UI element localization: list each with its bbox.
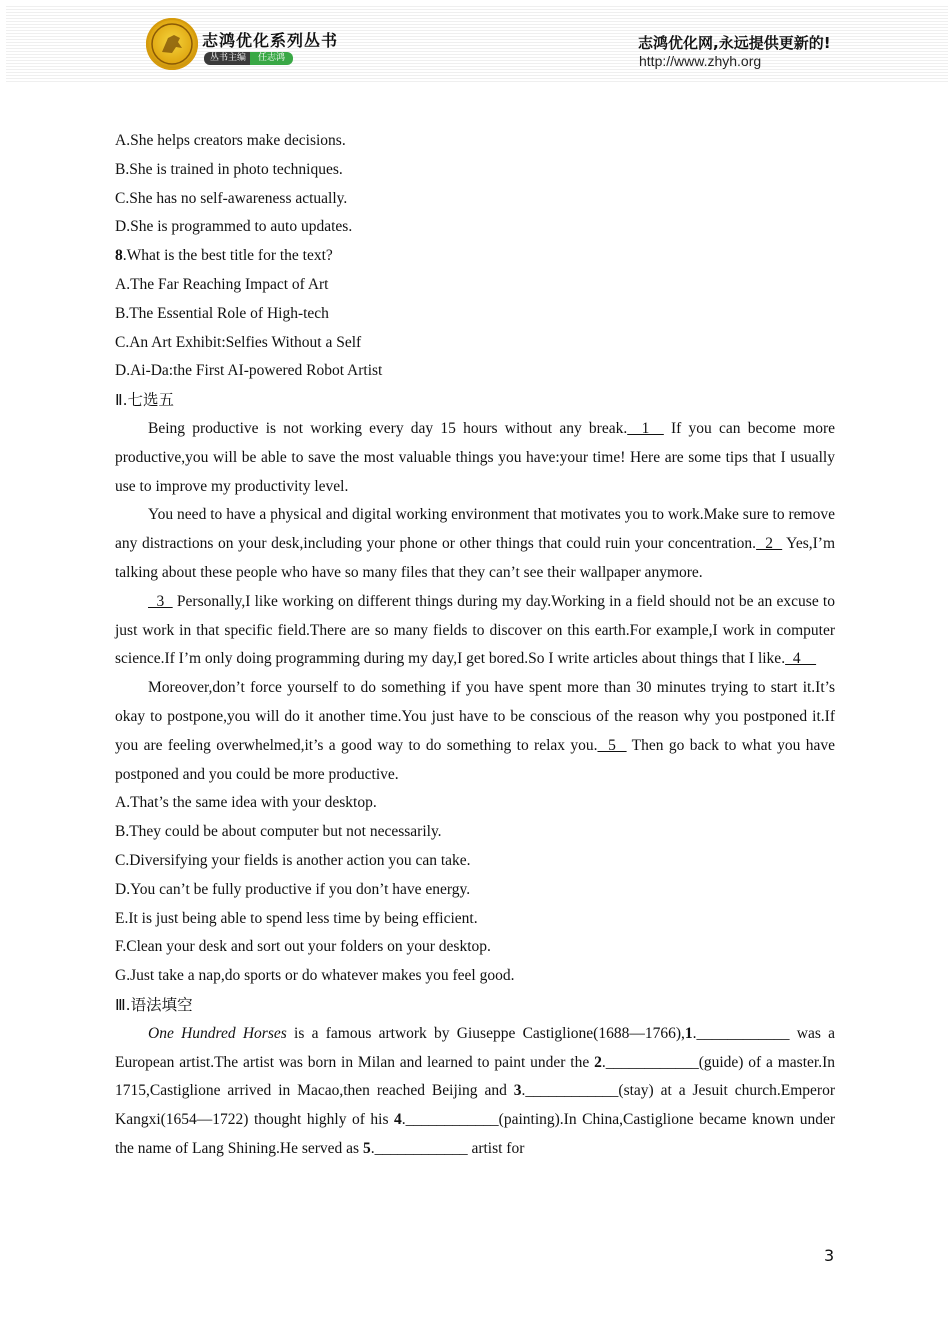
series-title: 志鸿优化系列丛书: [202, 31, 339, 50]
q8-question: .What is the best title for the text?: [122, 247, 333, 265]
q7-option-a: A.She helps creators make decisions.: [115, 132, 346, 149]
header-slogan: 志鸿优化网,永远提供更新的!: [638, 34, 831, 52]
passage-paragraph-4: Moreover,don’t force yourself to do something if you have spent more than 30 minutes trying to start it.It’s okay to postpone,you will do it another time.You just have to be conscious of the reason why you postponed it.If you are feeling overwhelmed,it’s a good way to do something to relax you. 5 Then go back to what you have postponed and you could be more productive.: [115, 679, 836, 783]
passage-paragraph-1: Being productive is not working every day 15 hours without any break. 1 If you can become more productive,you will be able to save the most valuable things you have:your time! Here are some tips that I usually use to improve my productivity level.: [115, 419, 835, 495]
gap-number-4: 4: [394, 1111, 402, 1129]
artwork-title: One Hundred Horses: [148, 1024, 287, 1042]
choice-option-a: A.That’s the same idea with your desktop.: [115, 794, 377, 812]
page-number: 3: [824, 1246, 835, 1265]
q8-number: 8: [115, 247, 123, 265]
q8-option-b: B.The Essential Role of High-tech: [115, 304, 329, 322]
choice-option-g: G.Just take a nap,do sports or do whatever makes you feel good.: [115, 967, 515, 985]
blank-3: 3: [148, 592, 173, 610]
choice-option-f: F.Clean your desk and sort out your folders on your desktop.: [115, 938, 491, 956]
gap-number-3: 3: [513, 1082, 522, 1100]
gap-number-5: 5: [362, 1139, 371, 1157]
choice-option-e: E.It is just being able to spend less time by being efficient.: [115, 909, 478, 927]
choice-option-c: C.Diversifying your fields is another action you can take.: [115, 851, 471, 869]
gap-line-5: ____________: [374, 1139, 468, 1157]
gap-line-3: ____________: [525, 1082, 619, 1100]
choice-option-d: D.You can’t be fully productive if you don’t have energy.: [115, 880, 471, 898]
q8-option-d: D.Ai-Da:the First AI-powered Robot Artist: [115, 362, 383, 380]
publisher-logo: [146, 18, 198, 70]
q7-option-b: B.She is trained in photo techniques.: [115, 160, 343, 178]
gap-line-1: ____________: [696, 1024, 790, 1042]
section-2-heading: Ⅱ.七选五: [115, 391, 175, 410]
gap-number-1: 1: [684, 1024, 693, 1042]
q8-option-c: C.An Art Exhibit:Selfies Without a Self: [115, 333, 362, 351]
blank-5: 5: [597, 736, 627, 754]
editor-name: 任志鸿: [250, 52, 293, 65]
blank-1: 1: [627, 419, 664, 437]
gap-number-2: 2: [594, 1053, 602, 1071]
q8-option-a: A.The Far Reaching Impact of Art: [115, 275, 329, 293]
gap-line-4: ____________: [405, 1111, 499, 1129]
q8-stem: [115, 242, 835, 271]
choice-option-b: B.They could be about computer but not necessarily.: [115, 823, 442, 841]
blank-2: 2: [756, 535, 783, 553]
grammar-paragraph: One Hundred Horses is a famous artwork by Giuseppe Castiglione(1688—1766),1.____________ was a European artist.The artist was born in Milan and learned to paint under the 2.____________(guide) of a master.In 1715,Castiglione arrived in Macao,then reached Beijing and 3.____________(stay) at a Jesuit church.Emperor Kangxi(1654—1722) thought highly of his 4.____________(painting).In China,Castiglione became known under the name of Lang Shining.He served as 5.____________ artist for: [115, 1024, 836, 1157]
passage-paragraph-2: You need to have a physical and digital working environment that motivates you to work.Make sure to remove any distractions on your desk,including your phone or other things that could ruin your concentration. 2 Yes,I’m talking about these people who have so many files that they can’t see their wallpaper anymore.: [115, 506, 835, 581]
horse-emblem-icon: [146, 18, 198, 70]
q7-option-c: C.She has no self-awareness actually.: [115, 189, 348, 207]
gap-line-2: ____________: [605, 1053, 699, 1071]
page-content: [115, 127, 835, 1164]
passage-paragraph-3: 3 Personally,I like working on different things during my day.Working in a field should not be an excuse to just work in that specific field.There are so many fields to discover on this earth.For example,I work in computer science.If I’m only doing programming during my day,I get bored.So I write articles about things that I like. 4: [115, 592, 835, 668]
page-header: [6, 4, 948, 84]
blank-4: 4: [785, 650, 817, 668]
q7-option-d: D.She is programmed to auto updates.: [115, 218, 353, 236]
section-3-heading: Ⅲ.语法填空: [115, 995, 193, 1014]
editor-label: 丛书主编: [204, 52, 252, 65]
header-url: http://www.zhyh.org: [639, 53, 762, 69]
